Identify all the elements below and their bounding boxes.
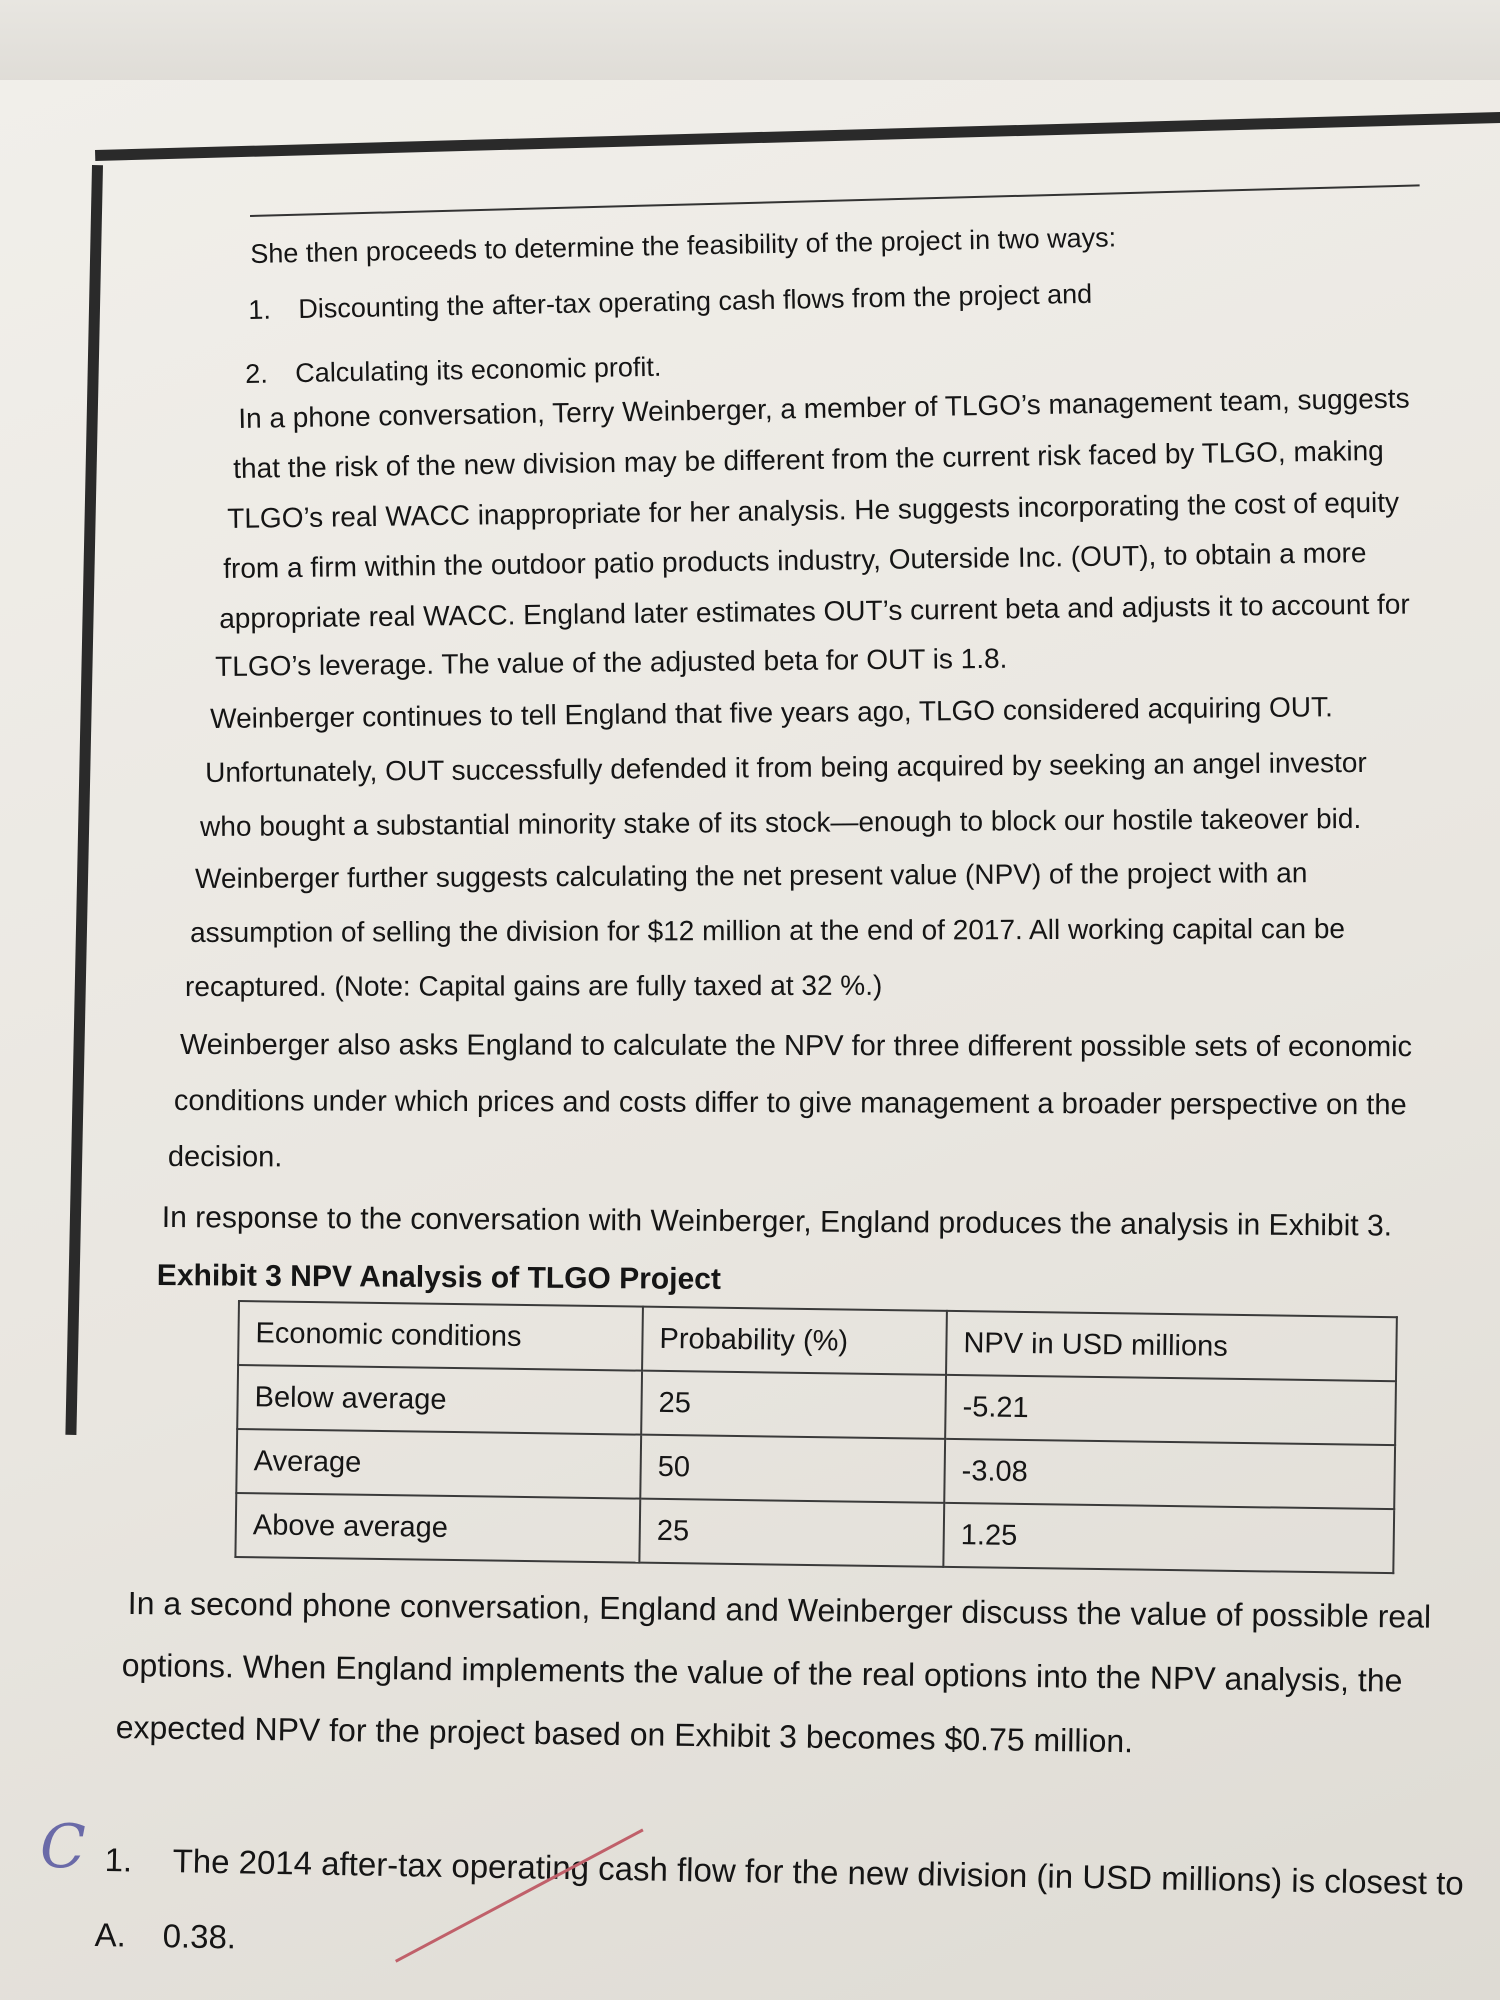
paragraph-line: TLGO’s real WACC inappropriate for her analysis. He suggests incorporating the cost of equity [227, 486, 1400, 534]
table-cell: Below average [237, 1365, 642, 1435]
table-header-cell: Economic conditions [238, 1301, 643, 1371]
paragraph-line: assumption of selling the division for $12 million at the end of 2017. All working capital can be [190, 912, 1346, 948]
paragraph-line: options. When England implements the value of the real options into the NPV analysis, the [121, 1646, 1403, 1699]
option-value: 0.38. [162, 1917, 237, 1956]
option-letter: A. [94, 1915, 127, 1954]
intro-line: She then proceeds to determine the feasibility of the project in two ways: [250, 222, 1117, 269]
table-cell: 25 [639, 1499, 944, 1567]
paragraph-line: decision. [167, 1141, 283, 1174]
paragraph-line: recaptured. (Note: Capital gains are fully taxed at 32 %.) [185, 969, 883, 1002]
question-text: The 2014 after-tax operating cash flow for the new division (in USD millions) is closest to [172, 1842, 1465, 1902]
option-a[interactable] [94, 1915, 236, 1957]
table-cell: 50 [640, 1435, 945, 1503]
table-cell: Average [236, 1429, 641, 1499]
table-cell: 25 [641, 1371, 946, 1439]
paragraph-line: appropriate real WACC. England later estimates OUT’s current beta and adjusts it to account for [219, 588, 1410, 634]
paragraph-line: Weinberger further suggests calculating the net present value (NPV) of the project with an [195, 857, 1308, 894]
paragraph-line: In response to the conversation with Weinberger, England produces the analysis in Exhibit 3. [161, 1201, 1393, 1243]
table-cell: 1.25 [943, 1503, 1394, 1573]
paragraph-line: expected NPV for the project based on Exhibit 3 becomes $0.75 million. [115, 1708, 1134, 1760]
paragraph-line: who bought a substantial minority stake of its stock—enough to block our hostile takeover bid. [200, 802, 1362, 842]
paragraph-line: Unfortunately, OUT successfully defended it from being acquired by seeking an angel investor [205, 746, 1367, 788]
list-item-text: Calculating its economic profit. [295, 351, 662, 389]
table-cell: -3.08 [944, 1439, 1395, 1509]
list-item-text: Discounting the after-tax operating cash flows from the project and [298, 278, 1093, 325]
table-cell: Above average [235, 1493, 640, 1563]
table-header-cell: NPV in USD millions [946, 1311, 1397, 1381]
paragraph-line: that the risk of the new division may be different from the current risk faced by TLGO, making [233, 434, 1384, 484]
paragraph-line: TLGO’s leverage. The value of the adjusted beta for OUT is 1.8. [215, 642, 1008, 682]
list-item-number: 1. [248, 294, 272, 325]
handwritten-mark: C [40, 1812, 86, 1882]
table-header-cell: Probability (%) [642, 1307, 947, 1375]
paragraph-line: conditions under which prices and costs differ to give management a broader perspective on the [173, 1085, 1407, 1122]
npv-table [234, 1300, 1397, 1574]
question-number: 1. [104, 1840, 133, 1879]
exhibit-title: Exhibit 3 NPV Analysis of TLGO Project [156, 1259, 721, 1296]
paragraph-line: Weinberger also asks England to calculate the NPV for three different possible sets of economic [179, 1029, 1413, 1064]
paragraph-line: from a firm within the outdoor patio products industry, Outerside Inc. (OUT), to obtain a more [223, 537, 1367, 584]
table-cell: -5.21 [945, 1375, 1396, 1445]
paragraph-line: In a phone conversation, Terry Weinberger, a member of TLGO’s management team, suggests [238, 382, 1410, 434]
paragraph-line: Weinberger continues to tell England that five years ago, TLGO considered acquiring OUT. [210, 691, 1333, 734]
list-item-number: 2. [245, 358, 269, 389]
paragraph-line: In a second phone conversation, England and Weinberger discuss the value of possible real [127, 1585, 1432, 1635]
